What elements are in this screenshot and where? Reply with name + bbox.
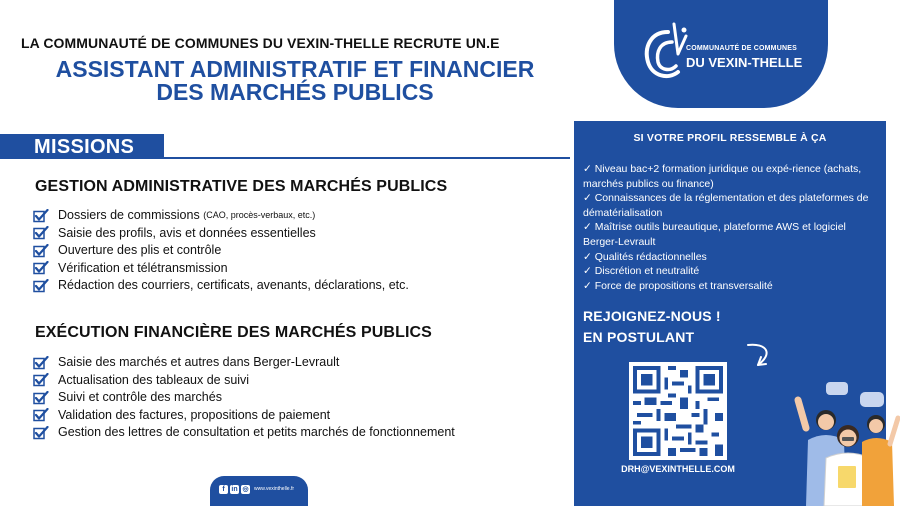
curved-arrow-icon (744, 341, 776, 371)
profile-requirements-list (583, 162, 879, 293)
job-title (0, 58, 590, 104)
organization-logo-icon (638, 18, 698, 88)
checkbox-icon (33, 209, 49, 223)
task-text: Suivi et contrôle des marchés (58, 390, 222, 404)
checkbox-icon (33, 408, 49, 422)
missions-label: MISSIONS (34, 136, 135, 158)
list-item (33, 424, 455, 442)
social-links-tab (210, 476, 308, 506)
task-note: (CAO, procès-verbaux, etc.) (203, 210, 316, 220)
list-item (33, 207, 409, 225)
job-title-line1: ASSISTANT ADMINISTRATIF ET FINANCIER (55, 56, 535, 82)
list-item (33, 260, 409, 278)
linkedin-icon[interactable]: in (231, 486, 238, 493)
task-text: Rédaction des courriers, certificats, avenants, déclarations, etc. (58, 278, 409, 292)
list-item (33, 389, 455, 407)
checkbox-icon (33, 261, 49, 275)
list-item: ✓ Niveau bac+2 formation juridique ou expé-rience (achats, marchés publics ou finance) (583, 163, 862, 190)
checkbox-icon (33, 356, 49, 370)
checkbox-icon (33, 373, 49, 387)
contact-email[interactable]: DRH@VEXINTHELLE.COM (621, 464, 735, 474)
recruiter-line: LA COMMUNAUTÉ DE COMMUNES DU VEXIN-THELLE RECRUTE UN.E (21, 35, 500, 51)
checkbox-icon (33, 226, 49, 240)
list-item (33, 242, 409, 260)
cta-join-us: REJOIGNEZ-NOUS ! (583, 308, 721, 324)
task-list-financial (33, 354, 455, 442)
logo-panel (614, 0, 828, 108)
list-item (33, 354, 455, 372)
task-text: Saisie des profils, avis et données essentielles (58, 225, 316, 240)
task-list-administrative (33, 207, 409, 295)
task-text: Vérification et télétransmission (58, 260, 228, 275)
facebook-icon[interactable]: f (219, 485, 228, 494)
task-text: Actualisation des tableaux de suivi (58, 372, 250, 387)
list-item (33, 372, 455, 390)
task-text: Gestion des lettres de consultation et petits marchés de fonctionnement (58, 425, 455, 439)
job-title-line2: DES MARCHÉS PUBLICS (156, 79, 434, 105)
checkbox-icon (33, 279, 49, 293)
list-item: ✓ Connaissances de la réglementation et des plateformes de dématérialisation (583, 192, 869, 219)
task-text: Saisie des marchés et autres dans Berger-Levrault (58, 355, 340, 369)
list-item: ✓ Discrétion et neutralité (583, 265, 700, 278)
list-item: ✓ Qualités rédactionnelles (583, 250, 707, 263)
list-item (33, 407, 455, 425)
section-heading-administrative: GESTION ADMINISTRATIVE DES MARCHÉS PUBLICS (35, 178, 448, 195)
task-text: Dossiers de commissions (58, 208, 200, 222)
checkbox-icon (33, 244, 49, 258)
checkbox-icon (33, 391, 49, 405)
instagram-icon[interactable]: ◎ (242, 486, 249, 493)
list-item (33, 225, 409, 243)
cta-apply: EN POSTULANT (583, 329, 695, 345)
logo-text-big: DU VEXIN-THELLE (686, 55, 803, 70)
list-item: ✓ Force de propositions et transversalité (583, 279, 773, 292)
checkbox-icon (33, 426, 49, 440)
list-item: ✓ Maîtrise outils bureautique, plateforme AWS et logiciel Berger-Levrault (583, 221, 846, 248)
logo-text-small: COMMUNAUTÉ DE COMMUNES (686, 45, 797, 52)
task-text: Validation des factures, propositions de paiement (58, 407, 331, 422)
profile-title: SI VOTRE PROFIL RESSEMBLE À ÇA (633, 132, 827, 144)
section-heading-financial: EXÉCUTION FINANCIÈRE DES MARCHÉS PUBLICS (35, 324, 432, 341)
task-text: Ouverture des plis et contrôle (58, 243, 222, 257)
qr-code[interactable] (629, 362, 727, 460)
team-illustration-icon (782, 378, 900, 506)
website-link[interactable]: www.vexinthelle.fr (254, 486, 295, 492)
list-item (33, 277, 409, 295)
